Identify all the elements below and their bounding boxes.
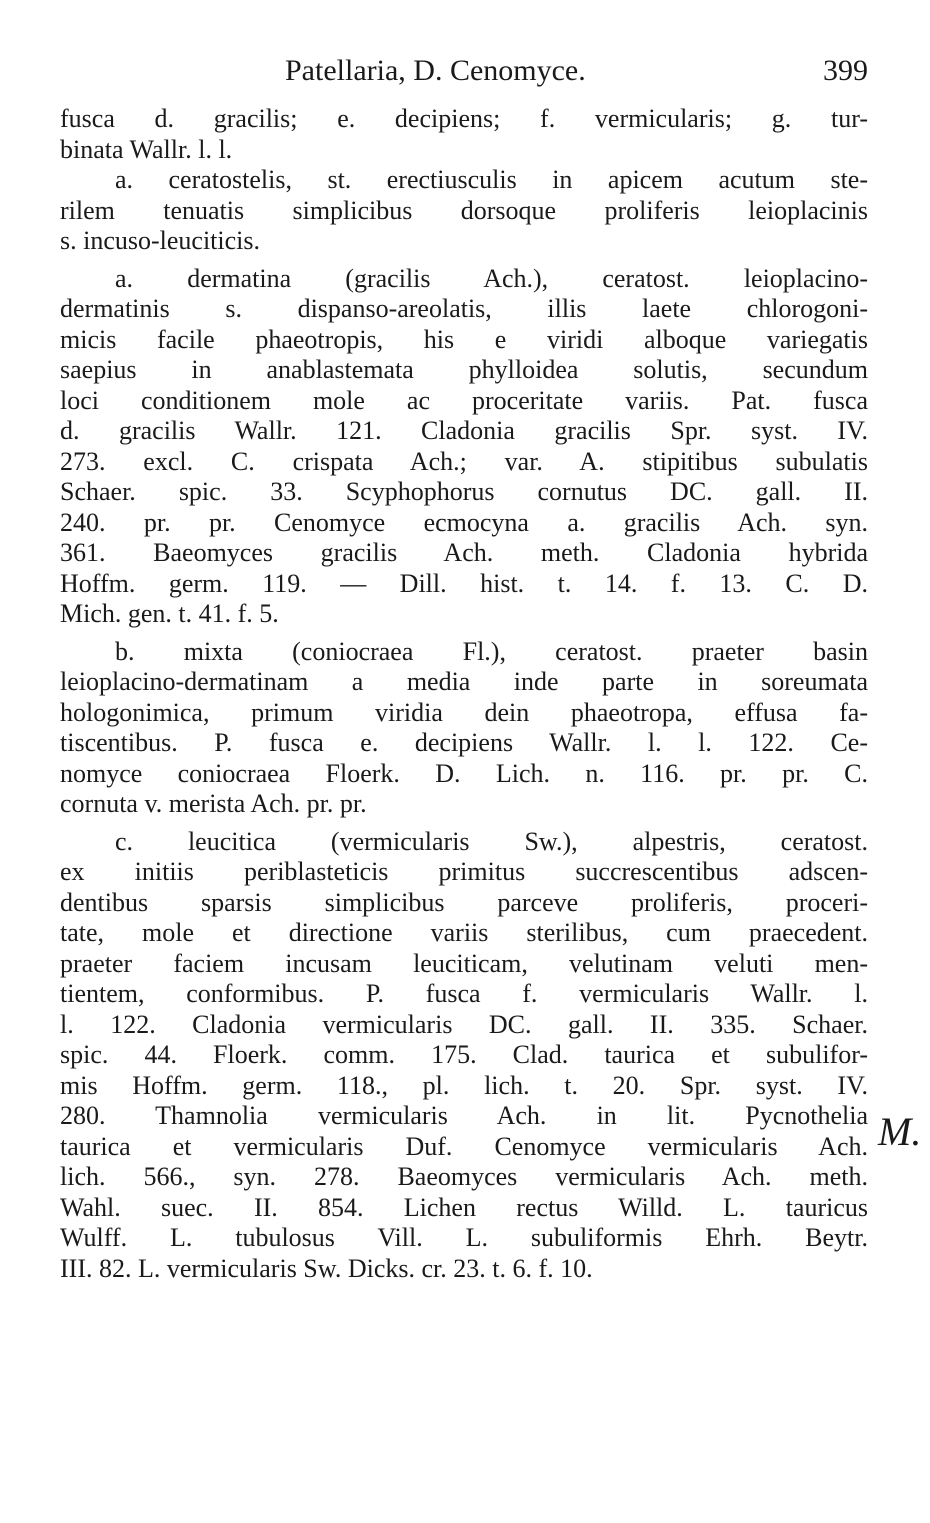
page-number: 399	[823, 54, 868, 87]
text-line: b. mixta (coniocraea Fl.), ceratost. praeter basin	[115, 636, 868, 666]
text-line: 273. excl. C. crispata Ach.; var. A. stipitibus subulatis	[60, 446, 868, 476]
text-line: 280. Thamnolia vermicularis Ach. in lit. Pycnothelia	[60, 1101, 868, 1130]
text-line: lich. 566., syn. 278. Baeomyces vermicularis Ach. meth.	[60, 1162, 868, 1191]
text-line: s. incuso-leuciticis.	[60, 226, 261, 255]
text-line: Wahl. suec. II. 854. Lichen rectus Willd. L. tauricus	[60, 1192, 868, 1222]
text-line: Wulff. L. tubulosus Vill. L. subuliformis Ehrh. Beytr.	[60, 1223, 868, 1252]
page-body	[60, 104, 868, 1284]
text-line: cornuta v. merista Ach. pr. pr.	[60, 789, 367, 818]
text-line: d. gracilis Wallr. 121. Cladonia gracilis Spr. syst. IV.	[60, 416, 868, 445]
text-line: spic. 44. Floerk. comm. 175. Clad. taurica et subulifor-	[60, 1040, 868, 1069]
text-line: l. 122. Cladonia vermicularis DC. gall. II. 335. Schaer.	[60, 1009, 868, 1039]
text-line: nomyce coniocraea Floerk. D. Lich. n. 116. pr. pr. C.	[60, 758, 868, 788]
text-line: micis facile phaeotropis, his e viridi alboque variegatis	[60, 324, 868, 354]
text-line: III. 82. L. vermicularis Sw. Dicks. cr. 23. t. 6. f. 10.	[60, 1253, 593, 1283]
text-line: tientem, conformibus. P. fusca f. vermicularis Wallr. l.	[60, 979, 868, 1008]
text-line: a. ceratostelis, st. erectiusculis in apicem acutum ste-	[115, 165, 868, 194]
text-line: dermatinis s. dispanso-areolatis, illis laete chlorogoni-	[60, 294, 868, 323]
page-header	[60, 46, 868, 96]
text-line: tiscentibus. P. fusca e. decipiens Wallr. l. l. 122. Ce-	[60, 728, 868, 757]
text-line: ex initiis periblasteticis primitus succrescentibus adscen-	[60, 857, 868, 886]
text-line: 240. pr. pr. Cenomyce ecmocyna a. gracilis Ach. syn.	[60, 507, 868, 537]
text-line: mis Hoffm. germ. 118., pl. lich. t. 20. Spr. syst. IV.	[60, 1070, 868, 1100]
text-line: leioplacino-dermatinam a media inde parte in soreumata	[60, 667, 868, 696]
text-line: praeter faciem incusam leuciticam, velutinam veluti men-	[60, 948, 868, 978]
text-line: Mich. gen. t. 41. f. 5.	[60, 599, 279, 628]
text-line: saepius in anablastemata phylloidea solutis, secundum	[60, 355, 868, 384]
margin-note: M.	[878, 1109, 922, 1154]
text-line: a. dermatina (gracilis Ach.), ceratost. leioplacino-	[115, 263, 868, 293]
text-line: c. leucitica (vermicularis Sw.), alpestris, ceratost.	[115, 826, 868, 856]
text-line: hologonimica, primum viridia dein phaeotropa, effusa fa-	[60, 697, 868, 727]
text-line: loci conditionem mole ac proceritate variis. Pat. fusca	[60, 385, 868, 415]
text-line: rilem tenuatis simplicibus dorsoque proliferis leioplacinis	[60, 195, 868, 225]
text-line: tate, mole et directione variis sterilibus, cum praecedent.	[60, 918, 868, 947]
text-line: binata Wallr. l. l.	[60, 134, 233, 164]
text-line: fusca d. gracilis; e. decipiens; f. vermicularis; g. tur-	[60, 104, 868, 133]
text-line: Hoffm. germ. 119. — Dill. hist. t. 14. f. 13. C. D.	[60, 568, 868, 598]
text-line: 361. Baeomyces gracilis Ach. meth. Cladonia hybrida	[60, 538, 868, 567]
text-line: Schaer. spic. 33. Scyphophorus cornutus DC. gall. II.	[60, 477, 868, 506]
text-line: dentibus sparsis simplicibus parceve proliferis, proceri-	[60, 887, 868, 917]
text-line: taurica et vermicularis Duf. Cenomyce vermicularis Ach.	[60, 1131, 868, 1161]
running-head: Patellaria, D. Cenomyce.	[285, 54, 586, 87]
